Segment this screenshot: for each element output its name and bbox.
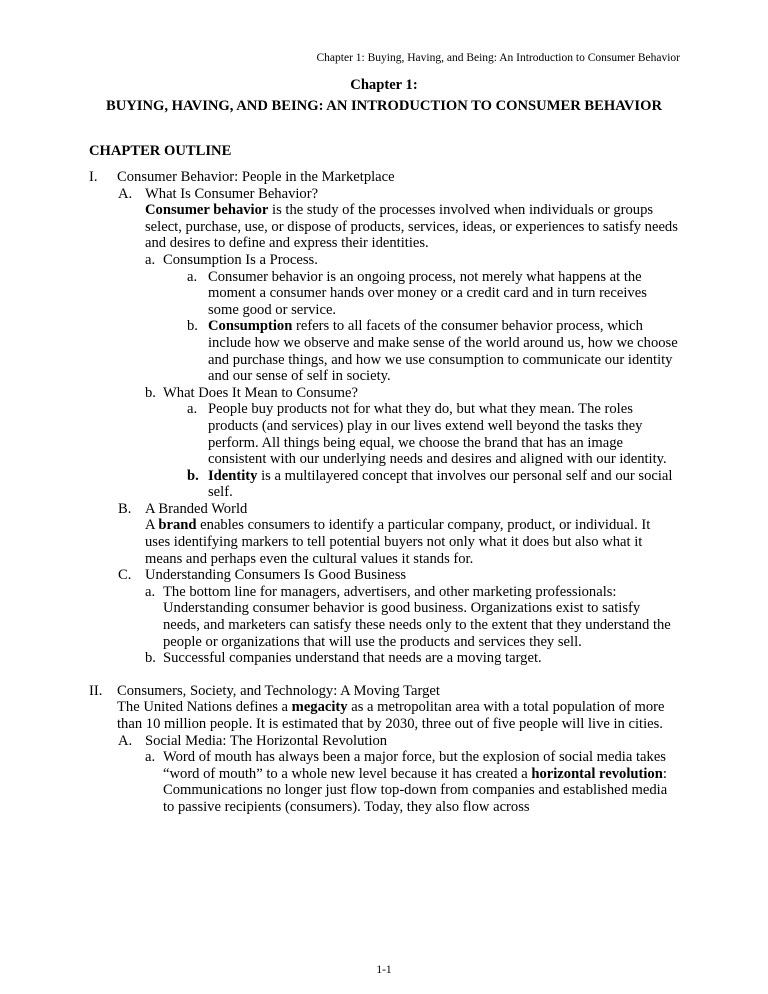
s2-a-label: A. (118, 732, 133, 749)
chapter-title-line1: Chapter 1: (350, 77, 418, 93)
s1-a-b-title: What Does It Mean to Consume? (163, 384, 358, 401)
s1-a-b-b-point (0, 468, 768, 501)
s1-a-a-b-point (0, 318, 768, 384)
s1-a-b-label: b. (145, 384, 156, 401)
chapter-title-line2: BUYING, HAVING, AND BEING: AN INTRODUCTION TO CONSUMER BEHAVIOR (105, 98, 662, 114)
s1-a-b-b-text: is a multilayered concept that involves our personal self and our social self. (208, 467, 673, 501)
s2-a-a-text: : Communications no longer just flow top-down from companies and established media to passive recipients (consumers). Today, they also flow across (163, 765, 668, 815)
s1-c-a-label: a. (145, 583, 156, 600)
section-spacer (0, 667, 768, 683)
s1-c-a-point (0, 584, 768, 650)
section-2-label: II. (89, 682, 103, 699)
s1-a-title: What Is Consumer Behavior? (145, 185, 319, 202)
s1-a-a-a-label: a. (187, 268, 198, 285)
s1-a-a-label: a. (145, 251, 156, 268)
term-consumer-behavior: Consumer behavior (145, 202, 269, 219)
s1-a-a-a-point (0, 269, 768, 319)
s1-a-definition-text: is the study of the processes involved when individuals or groups select, purchase, use, or dispose of products, services, ideas, or experiences to satisfy needs and desires to define and express their identities. (145, 202, 678, 252)
s1-b-title: A Branded World (145, 500, 248, 517)
term-brand: brand (158, 517, 197, 534)
s1-a-b-heading (0, 385, 768, 402)
term-megacity: megacity (291, 699, 348, 716)
s2-a-heading (0, 733, 768, 750)
outline-heading: CHAPTER OUTLINE (89, 143, 232, 159)
s1-a-a-a-text: Consumer behavior is an ongoing process, not merely what happens at the moment a consumer hands over money or a credit card and in turn receives some good or service. (208, 268, 647, 318)
s1-a-definition (0, 202, 768, 252)
s1-b-heading (0, 501, 768, 518)
s2-a-a-pre: Word of mouth has always been a major force, but the explosion of social media takes “word of mouth” to a whole new level because it has created a (163, 749, 666, 782)
term-identity: Identity (208, 467, 258, 484)
s1-a-a-title: Consumption Is a Process. (163, 251, 318, 268)
section-1-heading (0, 169, 768, 186)
s2-a-a-point (0, 749, 768, 815)
s1-a-b-a-text: People buy products not for what they do, but what they mean. The roles products (and services) play in our lives extend well beyond the tasks they perform. All things being equal, we choose the brand that has an image consistent with our underlying needs and desires and aligned with our identity. (208, 401, 667, 468)
chapter-title (0, 75, 768, 117)
s1-c-b-label: b. (145, 650, 156, 667)
section-1-label: I. (89, 169, 98, 185)
s1-c-a-text: The bottom line for managers, advertisers, and other marketing professionals: Understanding consumer behavior is good business. Organizations exist to satisfy needs, and marketers can satisfy these needs only to the extent that they understand the people or organizations that will use the products and services they sell. (163, 583, 671, 650)
s2-a-a-label: a. (145, 749, 156, 766)
s1-b-label: B. (118, 500, 132, 517)
section-2-heading (0, 683, 768, 700)
s1-c-heading (0, 567, 768, 584)
running-head: Chapter 1: Buying, Having, and Being: An Introduction to Consumer Behavior (316, 52, 680, 64)
s1-b-definition (0, 517, 768, 567)
s1-a-b-a-label: a. (187, 401, 198, 418)
s1-a-heading (0, 186, 768, 203)
s1-c-title: Understanding Consumers Is Good Business (145, 567, 407, 584)
s1-c-b-point (0, 650, 768, 667)
s1-b-pre: A (145, 517, 159, 534)
page-number: 1-1 (376, 964, 392, 976)
s1-c-label: C. (118, 567, 132, 584)
s1-a-a-b-label: b. (187, 318, 198, 335)
term-consumption: Consumption (208, 318, 293, 335)
section-2-title: Consumers, Society, and Technology: A Moving Target (117, 682, 440, 699)
s1-a-a-heading (0, 252, 768, 269)
s2-a-title: Social Media: The Horizontal Revolution (145, 732, 388, 749)
chapter-outline-body (0, 169, 768, 816)
s1-c-b-text: Successful companies understand that needs are a moving target. (163, 650, 542, 667)
s1-b-text: enables consumers to identify a particular company, product, or individual. It uses identifying markers to tell potential buyers not only what it does but also what it means and perhaps even the cultural values it stands for. (145, 517, 651, 567)
section-1-title: Consumer Behavior: People in the Marketplace (117, 169, 395, 185)
s1-a-a-b-text: refers to all facets of the consumer behavior process, which include how we observe and make sense of the world around us, how we choose and purchase things, and how we use consumption to communicate our identity and our sense of self in society. (208, 318, 678, 385)
s2-text: as a metropolitan area with a total population of more than 10 million people. It is estimated that by 2030, three out of five people will live in cities. (117, 699, 665, 732)
s1-a-label: A. (118, 185, 133, 202)
term-horizontal-revolution: horizontal revolution (531, 765, 663, 782)
s1-a-b-a-point (0, 401, 768, 467)
s2-intro (0, 699, 768, 732)
s1-a-b-b-label: b. (187, 467, 199, 484)
s2-pre: The United Nations defines a (117, 699, 292, 716)
